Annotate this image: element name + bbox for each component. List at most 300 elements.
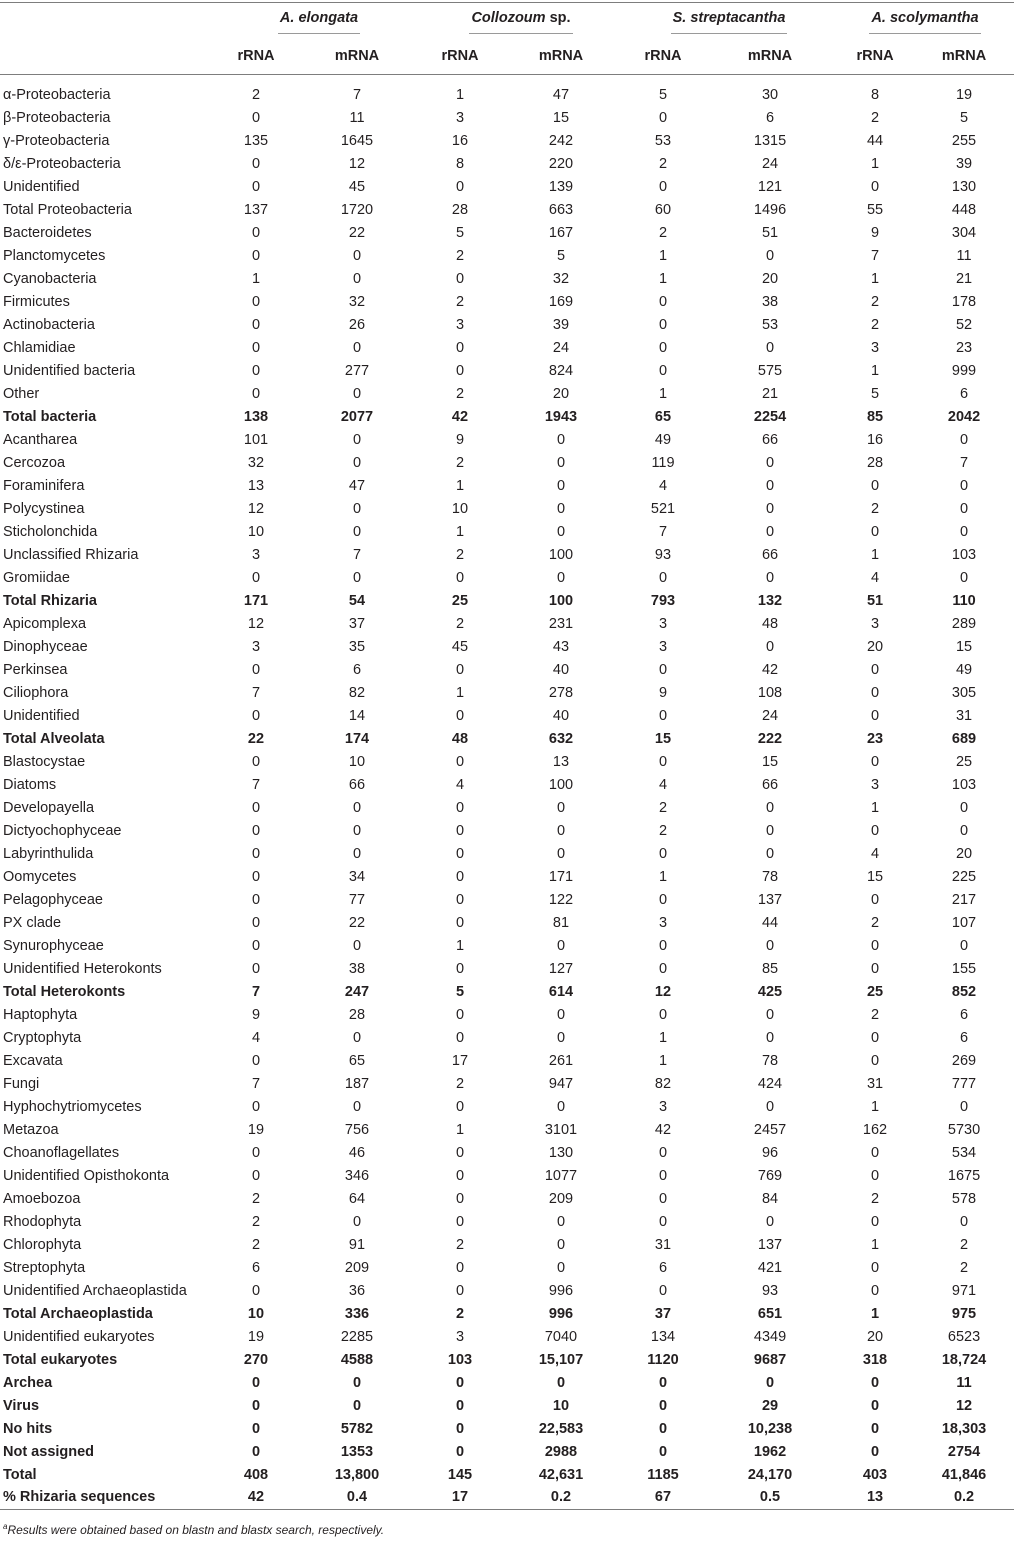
type-header-row bbox=[0, 38, 1014, 75]
row-label: Haptophyta bbox=[3, 1006, 78, 1023]
table-cell: 19 bbox=[955, 86, 973, 103]
table-cell: 0 bbox=[251, 1144, 261, 1161]
table-cell: 93 bbox=[761, 1282, 779, 1299]
table-cell: 0 bbox=[765, 638, 775, 655]
table-cell: 10 bbox=[247, 523, 265, 540]
table-cell: 651 bbox=[757, 1305, 783, 1322]
table-cell: 3 bbox=[455, 316, 465, 333]
table-cell: 3 bbox=[658, 1098, 668, 1115]
row-label: Other bbox=[3, 385, 40, 402]
table-cell: 521 bbox=[650, 500, 676, 517]
table-cell: 0 bbox=[765, 1006, 775, 1023]
table-row bbox=[0, 704, 1014, 727]
row-label: Unidentified Heterokonts bbox=[3, 960, 162, 977]
table-cell: 15 bbox=[761, 753, 779, 770]
table-cell: 0 bbox=[658, 1282, 668, 1299]
table-cell: 134 bbox=[650, 1328, 676, 1345]
table-cell: 3 bbox=[658, 638, 668, 655]
table-row bbox=[0, 750, 1014, 773]
table-cell: 18,303 bbox=[941, 1420, 987, 1437]
table-cell: 0 bbox=[455, 1144, 465, 1161]
table-cell: 0 bbox=[251, 1443, 261, 1460]
table-cell: 2 bbox=[870, 914, 880, 931]
table-cell: 40 bbox=[552, 707, 570, 724]
table-cell: 0 bbox=[352, 247, 362, 264]
table-cell: 0 bbox=[658, 707, 668, 724]
table-cell: 66 bbox=[761, 776, 779, 793]
table-cell: 0 bbox=[870, 891, 880, 908]
table-cell: 82 bbox=[348, 684, 366, 701]
table-cell: 0 bbox=[251, 960, 261, 977]
table-cell: 3 bbox=[251, 546, 261, 563]
table-cell: 167 bbox=[548, 224, 574, 241]
table-cell: 0 bbox=[455, 1006, 465, 1023]
table-cell: 12 bbox=[348, 155, 366, 172]
table-cell: 38 bbox=[761, 293, 779, 310]
table-cell: 130 bbox=[951, 178, 977, 195]
table-cell: 0 bbox=[352, 431, 362, 448]
table-cell: 0 bbox=[251, 385, 261, 402]
table-cell: 0 bbox=[251, 1282, 261, 1299]
table-cell: 178 bbox=[951, 293, 977, 310]
table-cell: 6 bbox=[959, 1029, 969, 1046]
table-cell: 22 bbox=[348, 224, 366, 241]
table-cell: 127 bbox=[548, 960, 574, 977]
table-cell: 13 bbox=[247, 477, 265, 494]
row-label: Unidentified bbox=[3, 707, 80, 724]
row-label: Total eukaryotes bbox=[3, 1351, 118, 1368]
table-cell: 4588 bbox=[340, 1351, 374, 1368]
row-label: Blastocystae bbox=[3, 753, 86, 770]
table-cell: 0 bbox=[658, 1397, 668, 1414]
table-row bbox=[0, 819, 1014, 842]
table-cell: 0 bbox=[765, 1098, 775, 1115]
table-row bbox=[0, 1417, 1014, 1440]
table-cell: 0 bbox=[658, 1006, 668, 1023]
table-cell: 0 bbox=[251, 1374, 261, 1391]
table-cell: 19 bbox=[247, 1328, 265, 1345]
table-row bbox=[0, 1325, 1014, 1348]
table-cell: 1 bbox=[455, 523, 465, 540]
table-cell: 2 bbox=[870, 316, 880, 333]
table-cell: 0 bbox=[870, 960, 880, 977]
table-cell: 5 bbox=[959, 109, 969, 126]
table-cell: 0 bbox=[870, 1443, 880, 1460]
table-cell: 171 bbox=[243, 592, 269, 609]
table-cell: 9 bbox=[455, 431, 465, 448]
table-cell: 1 bbox=[658, 1052, 668, 1069]
table-row bbox=[0, 267, 1014, 290]
row-label: Cercozoa bbox=[3, 454, 66, 471]
row-label: Diatoms bbox=[3, 776, 57, 793]
row-label: β-Proteobacteria bbox=[3, 109, 111, 126]
table-cell: 0 bbox=[556, 431, 566, 448]
footnote-text: Results were obtained based on blastn and blastx search, respectively. bbox=[7, 1523, 385, 1537]
table-cell: 2 bbox=[455, 293, 465, 310]
table-row bbox=[0, 1279, 1014, 1302]
table-cell: 2 bbox=[658, 799, 668, 816]
row-label: Sticholonchida bbox=[3, 523, 98, 540]
table-cell: 6 bbox=[658, 1259, 668, 1276]
table-row bbox=[0, 1026, 1014, 1049]
table-cell: 47 bbox=[552, 86, 570, 103]
table-row bbox=[0, 474, 1014, 497]
table-cell: 0 bbox=[870, 523, 880, 540]
row-label: Polycystinea bbox=[3, 500, 85, 517]
table-row bbox=[0, 175, 1014, 198]
table-cell: 0 bbox=[251, 569, 261, 586]
table-cell: 793 bbox=[650, 592, 676, 609]
table-cell: 130 bbox=[548, 1144, 574, 1161]
row-label: Chlamidiae bbox=[3, 339, 76, 356]
table-cell: 0 bbox=[556, 569, 566, 586]
table-cell: 52 bbox=[955, 316, 973, 333]
table-cell: 0 bbox=[455, 1098, 465, 1115]
table-cell: 1 bbox=[658, 1029, 668, 1046]
table-cell: 34 bbox=[348, 868, 366, 885]
table-cell: 85 bbox=[761, 960, 779, 977]
table-cell: 2 bbox=[870, 109, 880, 126]
table-cell: 0 bbox=[765, 500, 775, 517]
table-row bbox=[0, 635, 1014, 658]
table-cell: 100 bbox=[548, 592, 574, 609]
species-name: A. elongata bbox=[279, 9, 359, 26]
table-cell: 5 bbox=[870, 385, 880, 402]
table-cell: 0 bbox=[455, 799, 465, 816]
table-cell: 17 bbox=[420, 1486, 500, 1509]
table-cell: 5 bbox=[455, 224, 465, 241]
table-cell: 11 bbox=[956, 1374, 972, 1391]
table-cell: 0 bbox=[959, 477, 969, 494]
table-cell: 54 bbox=[348, 592, 366, 609]
table-row bbox=[0, 658, 1014, 681]
table-cell: 0 bbox=[556, 799, 566, 816]
table-cell: 0 bbox=[556, 1259, 566, 1276]
table-cell: 2 bbox=[455, 454, 465, 471]
row-label: Bacteroidetes bbox=[3, 224, 92, 241]
table-cell: 22 bbox=[348, 914, 366, 931]
table-cell: 39 bbox=[552, 316, 570, 333]
table-cell: 0 bbox=[352, 822, 362, 839]
table-cell: 12 bbox=[247, 615, 265, 632]
table-row bbox=[0, 865, 1014, 888]
table-row bbox=[0, 198, 1014, 221]
table-cell: 15 bbox=[552, 109, 570, 126]
table-cell: 7 bbox=[251, 983, 261, 1000]
row-label: Dinophyceae bbox=[3, 638, 88, 655]
table-cell: 0 bbox=[455, 1029, 465, 1046]
table-cell: 5 bbox=[455, 983, 465, 1000]
table-cell: 47 bbox=[348, 477, 366, 494]
type-header-blank bbox=[0, 38, 218, 75]
table-cell: 2254 bbox=[753, 408, 787, 425]
table-cell: 29 bbox=[761, 1397, 779, 1414]
table-cell: 2457 bbox=[753, 1121, 787, 1138]
table-cell: 7 bbox=[959, 454, 969, 471]
table-cell: 1315 bbox=[753, 132, 787, 149]
table-cell: 999 bbox=[951, 362, 977, 379]
table-row bbox=[0, 589, 1014, 612]
table-cell: 6 bbox=[352, 661, 362, 678]
table-row bbox=[0, 382, 1014, 405]
table-cell: 222 bbox=[757, 730, 783, 747]
table-cell: 0 bbox=[870, 822, 880, 839]
table-row bbox=[0, 1141, 1014, 1164]
table-row bbox=[0, 842, 1014, 865]
table-cell: 67 bbox=[622, 1486, 704, 1509]
table-cell: 0 bbox=[352, 1374, 362, 1391]
table-cell: 0 bbox=[352, 845, 362, 862]
table-cell: 0 bbox=[658, 316, 668, 333]
row-label: Labyrinthulida bbox=[3, 845, 94, 862]
table-cell: 137 bbox=[757, 891, 783, 908]
table-cell: 0.2 bbox=[500, 1486, 622, 1509]
table-cell: 1 bbox=[870, 1236, 880, 1253]
table-row bbox=[0, 1210, 1014, 1233]
table-cell: 0 bbox=[870, 753, 880, 770]
row-label: Hyphochytriomycetes bbox=[3, 1098, 142, 1115]
table-cell: 217 bbox=[951, 891, 977, 908]
table-cell: 4 bbox=[251, 1029, 261, 1046]
table-row bbox=[0, 359, 1014, 382]
table-cell: 3 bbox=[251, 638, 261, 655]
table-cell: 21 bbox=[955, 270, 973, 287]
table-cell: 6 bbox=[765, 109, 775, 126]
table-cell: 20 bbox=[866, 638, 884, 655]
type-header-cell: mRNA bbox=[294, 38, 420, 75]
table-cell: 66 bbox=[348, 776, 366, 793]
table-cell: 19 bbox=[247, 1121, 265, 1138]
species-name: S. streptacantha bbox=[672, 9, 786, 26]
table-cell: 49 bbox=[955, 661, 973, 678]
row-label: Firmicutes bbox=[3, 293, 70, 310]
table-cell: 4 bbox=[658, 477, 668, 494]
table-cell: 1 bbox=[870, 155, 880, 172]
table-cell: 0 bbox=[455, 1190, 465, 1207]
table-cell: 6523 bbox=[947, 1328, 981, 1345]
table-cell: 51 bbox=[761, 224, 779, 241]
table-cell: 318 bbox=[862, 1351, 888, 1368]
table-cell: 78 bbox=[761, 1052, 779, 1069]
table-cell: 2 bbox=[870, 1190, 880, 1207]
table-cell: 421 bbox=[757, 1259, 783, 1276]
table-cell: 7 bbox=[251, 776, 261, 793]
table-cell: 689 bbox=[951, 730, 977, 747]
table-cell: 0 bbox=[765, 454, 775, 471]
table-cell: 24,170 bbox=[747, 1466, 793, 1483]
table-cell: 0 bbox=[658, 569, 668, 586]
table-cell: 42 bbox=[654, 1121, 672, 1138]
table-cell: 0 bbox=[251, 109, 261, 126]
table-cell: 614 bbox=[548, 983, 574, 1000]
table-cell: 424 bbox=[757, 1075, 783, 1092]
row-label: Metazoa bbox=[3, 1121, 59, 1138]
table-cell: 1 bbox=[870, 546, 880, 563]
row-label: Chlorophyta bbox=[3, 1236, 82, 1253]
table-row bbox=[0, 1164, 1014, 1187]
table-cell: 12 bbox=[955, 1397, 973, 1414]
table-cell: 0 bbox=[870, 1213, 880, 1230]
table-cell: 10 bbox=[247, 1305, 265, 1322]
table-cell: 22,583 bbox=[538, 1420, 584, 1437]
table-cell: 270 bbox=[243, 1351, 269, 1368]
type-header-cell: mRNA bbox=[500, 38, 622, 75]
table-row bbox=[0, 888, 1014, 911]
row-label: No hits bbox=[3, 1420, 53, 1437]
table-cell: 0 bbox=[870, 661, 880, 678]
table-cell: 5782 bbox=[340, 1420, 374, 1437]
table-cell: 40 bbox=[552, 661, 570, 678]
table-cell: 2754 bbox=[947, 1443, 981, 1460]
table-cell: 289 bbox=[951, 615, 977, 632]
table-cell: 996 bbox=[548, 1305, 574, 1322]
table-cell: 12 bbox=[654, 983, 672, 1000]
table-cell: 0 bbox=[352, 339, 362, 356]
table-cell: 55 bbox=[866, 201, 884, 218]
table-cell: 3 bbox=[658, 615, 668, 632]
table-cell: 0 bbox=[251, 868, 261, 885]
row-label: Amoebozoa bbox=[3, 1190, 81, 1207]
table-cell: 51 bbox=[866, 592, 884, 609]
row-label: Perkinsea bbox=[3, 661, 68, 678]
table-cell: 122 bbox=[548, 891, 574, 908]
table-cell: 21 bbox=[761, 385, 779, 402]
table-cell: 26 bbox=[348, 316, 366, 333]
table-row bbox=[0, 1463, 1014, 1486]
table-cell: 7 bbox=[251, 684, 261, 701]
table-cell: 305 bbox=[951, 684, 977, 701]
table-cell: 0 bbox=[556, 1098, 566, 1115]
table-cell: 0 bbox=[556, 822, 566, 839]
table-cell: 225 bbox=[951, 868, 977, 885]
table-cell: 0 bbox=[870, 1374, 880, 1391]
table-cell: 48 bbox=[451, 730, 469, 747]
table-cell: 2 bbox=[870, 1006, 880, 1023]
table-cell: 0 bbox=[251, 1420, 261, 1437]
table-row bbox=[0, 681, 1014, 704]
table-cell: 0 bbox=[455, 707, 465, 724]
row-label: Choanoflagellates bbox=[3, 1144, 120, 1161]
table-footnote bbox=[3, 1522, 384, 1537]
table-cell: 0 bbox=[352, 799, 362, 816]
header-corner-cell bbox=[0, 3, 218, 39]
table-row bbox=[0, 727, 1014, 750]
table-cell: 85 bbox=[866, 408, 884, 425]
table-row bbox=[0, 152, 1014, 175]
table-cell: 0 bbox=[455, 845, 465, 862]
row-label: Developayella bbox=[3, 799, 95, 816]
table-cell: 2 bbox=[870, 500, 880, 517]
row-label: Synurophyceae bbox=[3, 937, 104, 954]
table-cell: 91 bbox=[348, 1236, 366, 1253]
table-cell: 11 bbox=[349, 109, 365, 126]
table-cell: 9687 bbox=[753, 1351, 787, 1368]
table-cell: 777 bbox=[951, 1075, 977, 1092]
table-cell: 1962 bbox=[753, 1443, 787, 1460]
table-cell: 0 bbox=[251, 845, 261, 862]
table-cell: 101 bbox=[243, 431, 269, 448]
table-cell: 46 bbox=[348, 1144, 366, 1161]
table-cell: 0 bbox=[251, 822, 261, 839]
table-cell: 2 bbox=[959, 1259, 969, 1276]
table-cell: 28 bbox=[451, 201, 469, 218]
table-cell: 0 bbox=[556, 1006, 566, 1023]
table-cell: 155 bbox=[951, 960, 977, 977]
table-cell: 37 bbox=[654, 1305, 672, 1322]
table-cell: 24 bbox=[761, 155, 779, 172]
table-row bbox=[0, 543, 1014, 566]
table-cell: 0 bbox=[352, 1029, 362, 1046]
table-cell: 103 bbox=[951, 776, 977, 793]
table-cell: 0 bbox=[765, 822, 775, 839]
table-cell: 0 bbox=[765, 477, 775, 494]
table-cell: 0 bbox=[658, 1144, 668, 1161]
table-cell: 0 bbox=[556, 500, 566, 517]
table-cell: 0 bbox=[251, 661, 261, 678]
table-cell: 0.5 bbox=[704, 1486, 836, 1509]
table-cell: 0 bbox=[251, 1052, 261, 1069]
table-cell: 13 bbox=[552, 753, 570, 770]
table-row bbox=[0, 1394, 1014, 1417]
row-label: Foraminifera bbox=[3, 477, 85, 494]
table-cell: 7 bbox=[870, 247, 880, 264]
table-cell: 425 bbox=[757, 983, 783, 1000]
table-cell: 1 bbox=[870, 1098, 880, 1115]
row-label: Unidentified bbox=[3, 178, 80, 195]
table-cell: 15 bbox=[866, 868, 884, 885]
table-cell: 0 bbox=[658, 293, 668, 310]
table-row bbox=[0, 520, 1014, 543]
row-label: Total bbox=[3, 1466, 37, 1483]
table-cell: 7 bbox=[658, 523, 668, 540]
table-cell: 1675 bbox=[947, 1167, 981, 1184]
table-cell: 0 bbox=[959, 1098, 969, 1115]
row-label: Gromiidae bbox=[3, 569, 70, 586]
table-cell: 14 bbox=[348, 707, 366, 724]
table-cell: 0 bbox=[870, 1144, 880, 1161]
table-cell: 0 bbox=[455, 1443, 465, 1460]
table-cell: 0 bbox=[455, 1420, 465, 1437]
table-row bbox=[0, 106, 1014, 129]
table-cell: 0 bbox=[959, 799, 969, 816]
table-cell: 0 bbox=[658, 109, 668, 126]
species-header-cell bbox=[218, 3, 420, 39]
row-label: γ-Proteobacteria bbox=[3, 132, 110, 149]
table-cell: 0 bbox=[870, 707, 880, 724]
table-cell: 0 bbox=[251, 891, 261, 908]
row-label: Dictyochophyceae bbox=[3, 822, 122, 839]
table-cell: 39 bbox=[955, 155, 973, 172]
table-cell: 0 bbox=[352, 500, 362, 517]
table-cell: 0 bbox=[455, 362, 465, 379]
table-cell: 1496 bbox=[753, 201, 787, 218]
table-cell: 0 bbox=[870, 684, 880, 701]
table-cell: 32 bbox=[348, 293, 366, 310]
table-cell: 36 bbox=[348, 1282, 366, 1299]
table-cell: 2 bbox=[658, 224, 668, 241]
row-label: Ciliophora bbox=[3, 684, 69, 701]
table-row bbox=[0, 1233, 1014, 1256]
table-cell: 0 bbox=[251, 914, 261, 931]
table-cell: 0.2 bbox=[914, 1486, 1014, 1509]
table-cell: 30 bbox=[761, 86, 779, 103]
species-header-cell bbox=[622, 3, 836, 39]
table-cell: 103 bbox=[447, 1351, 473, 1368]
table-cell: 103 bbox=[951, 546, 977, 563]
table-cell: 7040 bbox=[544, 1328, 578, 1345]
table-cell: 10 bbox=[348, 753, 366, 770]
table-cell: 0 bbox=[556, 477, 566, 494]
